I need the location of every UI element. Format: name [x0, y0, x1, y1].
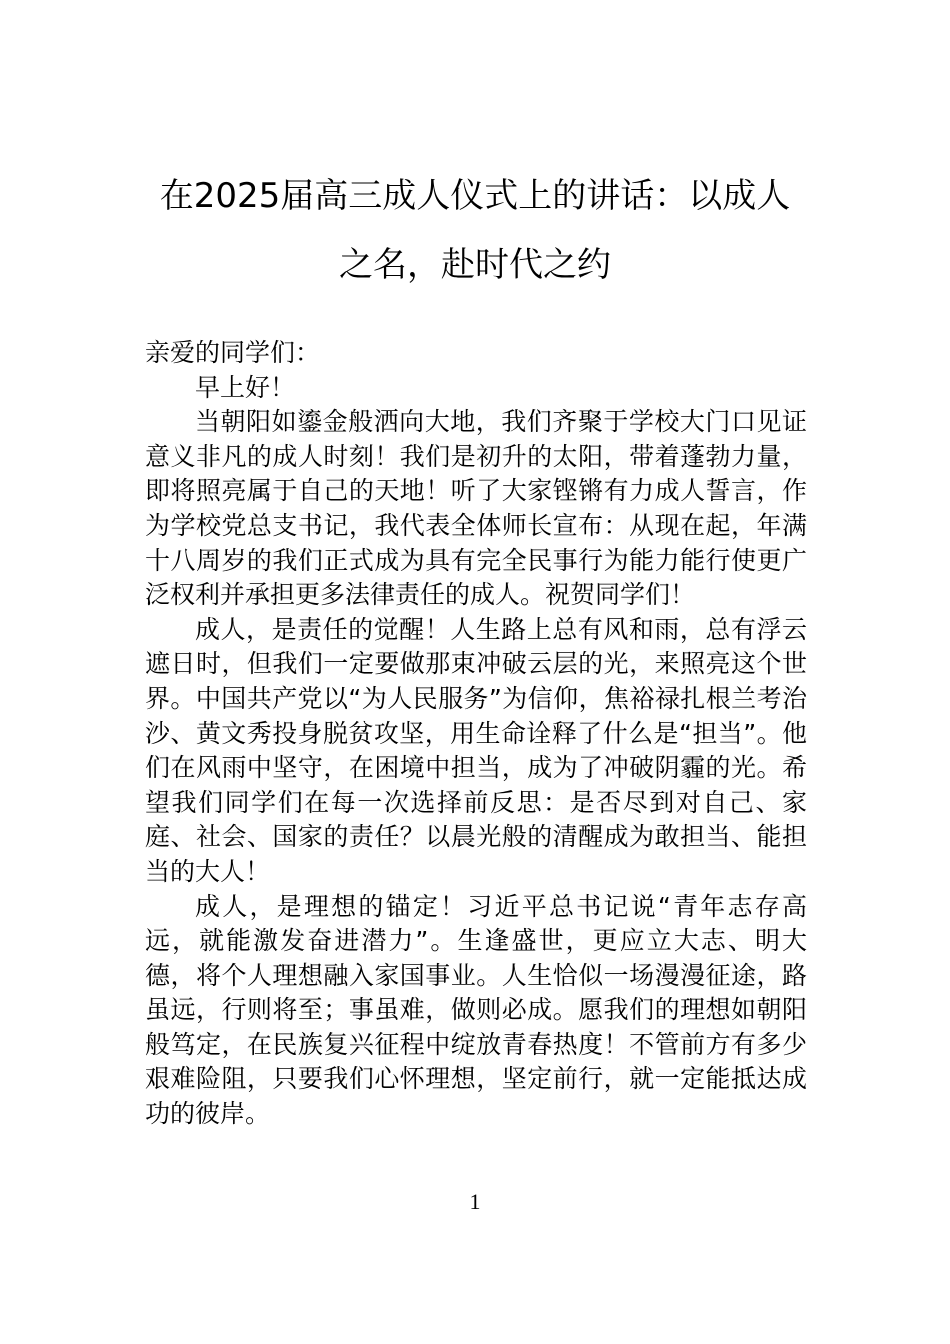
paragraph-1: 当朝阳如鎏金般洒向大地，我们齐聚于学校大门口见证意义非凡的成人时刻！我们是初升的太阳，带着蓬勃力量，即将照亮属于自己的天地！听了大家铿锵有力成人誓言，作为学校党总支书记，我代表全体师长宣布：从现在起，年满十八周岁的我们正式成为具有完全民事行为能力能行使更广泛权利并承担更多法律责任的成人。祝贺同学们！	[145, 407, 807, 610]
paragraph-3: 成人，是理想的锚定！习近平总书记说“青年志存高远，就能激发奋进潜力”。生逢盛世，更应立大志、明大德，将个人理想融入家国事业。人生恰似一场漫漫征途，路虽远，行则将至；事虽难，做则必成。愿我们的理想如朝阳般笃定，在民族复兴征程中绽放青春热度！不管前方有多少艰难险阻，只要我们心怀理想，坚定前行，就一定能抵达成功的彼岸。	[145, 891, 807, 1129]
page-number: 1	[469, 1189, 481, 1214]
paragraph-2: 成人，是责任的觉醒！人生路上总有风和雨，总有浮云遮日时，但我们一定要做那束冲破云层的光，来照亮这个世界。中国共产党以“为人民服务”为信仰，焦裕禄扎根兰考治沙、黄文秀投身脱贫攻坚，用生命诠释了什么是“担当”。他们在风雨中坚守，在困境中担当，成为了冲破阴霾的光。希望我们同学们在每一次选择前反思：是否尽到对自己、家庭、社会、国家的责任？以晨光般的清醒成为敢担当、能担当的大人！	[145, 614, 807, 886]
title-line-2: 之名，赴时代之约	[339, 245, 611, 285]
document-body	[145, 336, 807, 1132]
title-line-1: 在2025届高三成人仪式上的讲话：以成人	[159, 176, 791, 216]
greeting: 早上好！	[195, 372, 296, 402]
salutation: 亲爱的同学们：	[145, 338, 321, 367]
